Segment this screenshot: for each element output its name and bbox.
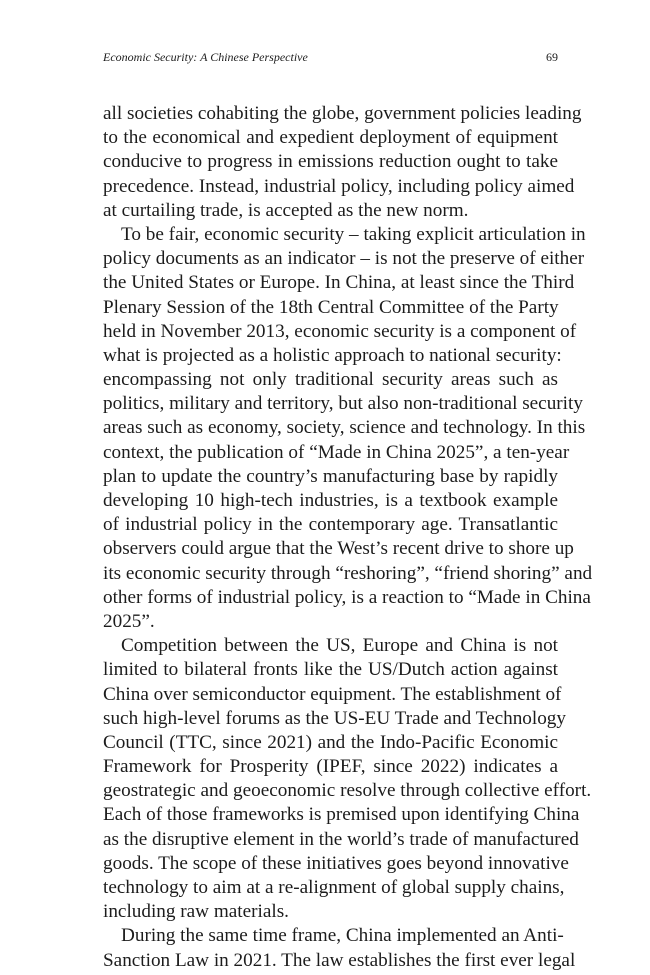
text-line: To be fair, economic security – taking explicit articulation in: [121, 223, 586, 245]
text-line: encompassing not only traditional security areas such as: [103, 369, 558, 391]
text-line: such high-level forums as the US-EU Trade and Technology: [103, 707, 566, 729]
text-line: limited to bilateral fronts like the US/Dutch action against: [103, 659, 558, 681]
text-line: Sanction Law in 2021. The law establishes the first ever legal: [103, 949, 576, 971]
text-line: held in November 2013, economic security is a component of: [103, 320, 577, 342]
text-line: other forms of industrial policy, is a reaction to “Made in China: [103, 586, 591, 608]
text-line: of industrial policy in the contemporary age. Transatlantic: [103, 514, 558, 536]
text-line: China over semiconductor equipment. The establishment of: [103, 683, 562, 705]
text-line: observers could argue that the West’s recent drive to shore up: [103, 538, 574, 560]
text-line: Framework for Prosperity (IPEF, since 2022) indicates a: [103, 756, 558, 778]
text-line: including raw materials.: [103, 901, 289, 923]
text-line: what is projected as a holistic approach to national security:: [103, 344, 562, 366]
text-line: as the disruptive element in the world’s trade of manufactured: [103, 828, 579, 850]
text-line: its economic security through “reshoring”, “friend shoring” and: [103, 562, 593, 584]
text-line: technology to aim at a re-alignment of global supply chains,: [103, 877, 565, 898]
text-line: areas such as economy, society, science and technology. In this: [103, 417, 586, 439]
text-line: Each of those frameworks is premised upon identifying China: [103, 804, 580, 826]
page-number: 69: [546, 50, 558, 64]
text-line: goods. The scope of these initiatives goes beyond innovative: [103, 852, 569, 874]
text-line: plan to update the country’s manufacturing base by rapidly: [103, 465, 558, 487]
text-line: politics, military and territory, but also non-traditional security: [103, 393, 583, 415]
text-line: developing 10 high-tech industries, is a textbook example: [103, 490, 558, 511]
text-line: geostrategic and geoeconomic resolve through collective effort.: [103, 780, 592, 802]
running-head-title: Economic Security: A Chinese Perspective: [103, 50, 308, 64]
text-line: precedence. Instead, industrial policy, including policy aimed: [103, 175, 575, 197]
text-line: all societies cohabiting the globe, government policies leading: [103, 103, 582, 124]
body-text: [103, 102, 593, 973]
text-line: at curtailing trade, is accepted as the new norm.: [103, 199, 469, 221]
text-line: to the economical and expedient deployment of equipment: [103, 127, 558, 149]
running-head: [103, 50, 558, 68]
text-line: During the same time frame, China implemented an Anti-: [121, 925, 564, 947]
text-line: context, the publication of “Made in China 2025”, a ten-year: [103, 441, 570, 463]
text-line: policy documents as an indicator – is not the preserve of either: [103, 248, 585, 270]
text-line: Competition between the US, Europe and China is not: [121, 635, 558, 657]
text-line: 2025”.: [103, 610, 155, 632]
text-line: conducive to progress in emissions reduction ought to take: [103, 151, 558, 173]
text-line: the United States or Europe. In China, at least since the Third: [103, 272, 575, 294]
text-line: Council (TTC, since 2021) and the Indo-Pacific Economic: [103, 731, 558, 753]
text-line: Plenary Session of the 18th Central Committee of the Party: [103, 296, 559, 318]
